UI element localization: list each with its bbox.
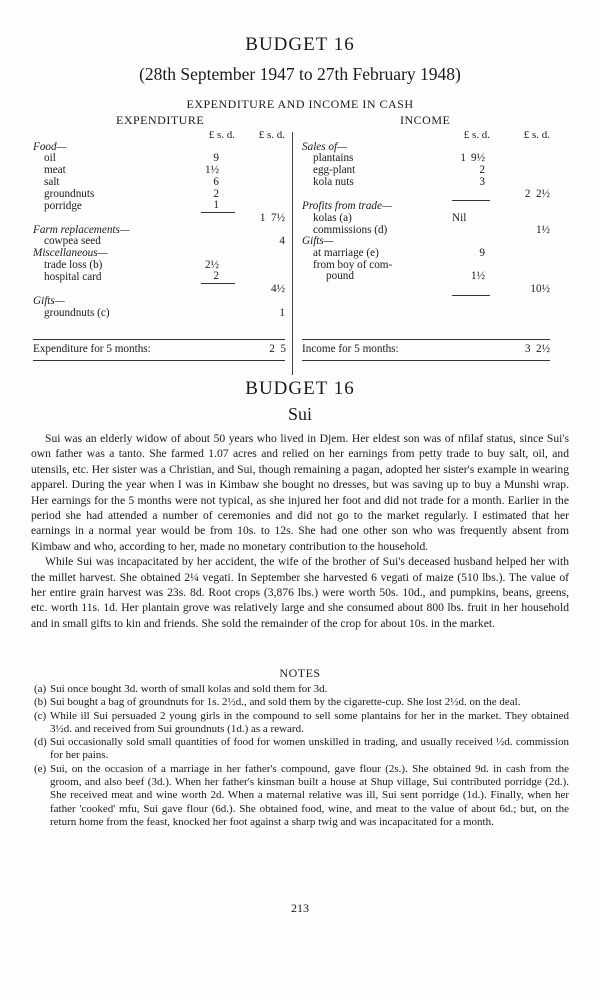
table-row bbox=[302, 225, 550, 237]
currency-s: s. bbox=[471, 129, 479, 141]
currency-header-row bbox=[33, 130, 285, 142]
currency-s: s. bbox=[266, 129, 274, 141]
income-label: INCOME bbox=[400, 113, 451, 127]
farm-label: Farm replacements— bbox=[33, 223, 130, 236]
food-label: Food— bbox=[33, 140, 67, 153]
currency-d: d. bbox=[481, 129, 490, 141]
row-label: at marriage (e) bbox=[313, 247, 379, 259]
table-row bbox=[33, 308, 285, 320]
gifts-label: Gifts— bbox=[302, 235, 334, 248]
row-label: kola nuts bbox=[313, 175, 354, 188]
subtotal-row bbox=[33, 212, 285, 224]
profits-label: Profits from trade— bbox=[302, 200, 392, 213]
note-label: (c) bbox=[34, 709, 47, 722]
list-item bbox=[34, 683, 569, 696]
note-label: (a) bbox=[34, 683, 47, 695]
table-row bbox=[33, 260, 285, 272]
row-label: oil bbox=[44, 152, 56, 165]
note-text: Sui once bought 3d. worth of small kolas and sold them for 3d. bbox=[50, 683, 328, 695]
section-name: Sui bbox=[287, 404, 312, 424]
food-total: 1 7½ bbox=[259, 211, 285, 224]
list-item bbox=[34, 696, 569, 709]
row-label: egg-plant bbox=[313, 164, 356, 177]
budget-dates: (28th September 1947 to 27th February 1948) bbox=[139, 64, 461, 84]
misc-label: Miscellaneous— bbox=[33, 247, 108, 260]
row-value: 4 bbox=[279, 235, 285, 248]
income-total-label: Income for 5 months: bbox=[302, 343, 399, 355]
currency-s: s. bbox=[531, 129, 539, 141]
note-text: Sui occasionally sold small quantities of food for women unskilled in trading, and usually received ½d. commission for her pains. bbox=[50, 736, 569, 762]
note-text: Sui bought a bag of groundnuts for 1s. 2½d., and sold them by the cigarette-cup. She lost 2½d. on the deal. bbox=[50, 696, 521, 709]
row-value: Nil bbox=[452, 211, 467, 224]
currency-pound: £ bbox=[208, 129, 215, 141]
note-label: (b) bbox=[34, 696, 47, 709]
row-label: pound bbox=[326, 270, 354, 283]
row-d: 3 bbox=[479, 175, 485, 188]
expenditure-total-value: 2 5 bbox=[269, 343, 286, 355]
bottom-rule bbox=[33, 360, 285, 361]
note-text: While ill Sui persuaded 2 young girls in the compound to sell some plantains for her in the market. They obtained 3½d. and received from Sui groundnuts (1d.) as a reward. bbox=[50, 709, 569, 735]
notes-list bbox=[34, 683, 569, 829]
table-heading: EXPENDITURE AND INCOME IN CASH bbox=[186, 97, 414, 111]
row-value: 1½ bbox=[536, 223, 550, 236]
gifts-label: Gifts— bbox=[33, 294, 65, 307]
row-d: 9½ bbox=[471, 152, 485, 165]
table-row bbox=[33, 189, 285, 201]
sales-label: Sales of— bbox=[302, 140, 348, 153]
body-text bbox=[31, 431, 569, 631]
list-item bbox=[34, 710, 569, 737]
notes-heading: NOTES bbox=[279, 666, 321, 680]
row-value: 1½ bbox=[205, 164, 219, 177]
row-value: 1 bbox=[279, 306, 285, 319]
paragraph: While Sui was incapacitated by her accident, the wife of the brother of Sui's deceased husband helped her with the millet harvest. She obtained 2¼ vegati. In September she harvested 6 vegati of maize (510 lbs.). The value of her entire grain harvest was 23s. 8d. Root crops (3,876 lbs.) were worth 50s. 10d., and pumpkins, beans, greens, etc. worth 11s. 1d. Her plantain grove was relatively large and she consumed about 800 lbs. fruit in her household and in small gifts to kin and friends. She sold the remainder of the crop for about 10s. in the market. bbox=[31, 555, 569, 630]
misc-total: 4½ bbox=[271, 283, 285, 296]
table-row bbox=[33, 153, 285, 165]
total-rule bbox=[33, 339, 285, 340]
row-value: 9 bbox=[479, 247, 485, 259]
row-s bbox=[452, 165, 466, 177]
subtotal-row bbox=[302, 283, 550, 295]
gifts-total: 10½ bbox=[530, 282, 550, 295]
subtotal-row bbox=[33, 284, 285, 296]
list-item bbox=[34, 736, 569, 763]
expenditure-table bbox=[33, 130, 285, 319]
row-label: plantains bbox=[313, 152, 354, 165]
currency-d: d. bbox=[541, 129, 550, 141]
row-label: groundnuts bbox=[44, 187, 95, 200]
currency-header-row bbox=[302, 130, 550, 142]
row-label: cowpea seed bbox=[44, 235, 101, 248]
row-value: 2½ bbox=[205, 258, 219, 271]
table-row bbox=[302, 213, 550, 225]
list-item bbox=[34, 763, 569, 829]
table-row bbox=[302, 177, 550, 189]
row-label: groundnuts (c) bbox=[44, 306, 110, 319]
currency-pound: £ bbox=[523, 129, 530, 141]
row-value: 2 bbox=[201, 271, 235, 283]
row-value: 9 bbox=[213, 152, 219, 165]
currency-s: s. bbox=[216, 129, 224, 141]
row-label: hospital card bbox=[44, 270, 102, 283]
currency-pound: £ bbox=[463, 129, 470, 141]
table-row bbox=[33, 165, 285, 177]
row-label: meat bbox=[44, 164, 66, 177]
table-row bbox=[33, 200, 285, 212]
note-label: (e) bbox=[34, 762, 47, 775]
income-total-value: 3 2½ bbox=[524, 343, 550, 355]
note-label: (d) bbox=[34, 736, 47, 749]
row-label: from boy of com- bbox=[313, 258, 393, 271]
row-d: 2 bbox=[479, 164, 485, 177]
currency-d: d. bbox=[226, 129, 235, 141]
row-value: 1½ bbox=[471, 270, 485, 283]
currency-d: d. bbox=[276, 129, 285, 141]
table-row bbox=[33, 271, 285, 283]
row-s: 1 bbox=[460, 152, 466, 165]
paragraph: Sui was an elderly widow of about 50 years who lived in Djem. Her eldest son was of nfilaf status, since Sui's own father was a tanto. She farmed 1.07 acres and relied on her earnings from petty trade to buy salt, oil, and utensils, etc. Her sister was a Christian, and Sui, though remaining a pagan, adopted her sister's example in wearing apparel. During the year when I was in Kimbaw she bought no dresses, but was saving up to buy a Munshi wrap. Her earnings for the 5 months were not typical, as she injured her foot and did not trade for a month. Earlier in the period she had attended a number of ceremonies and did not go to the market regularly. I estimated that her earnings in a normal year would be from 10s. to 12s. She had one other son who was frequently absent from Kimbaw and who, according to her, made no monetary contribution to the household. bbox=[31, 432, 569, 553]
table-row bbox=[302, 248, 550, 260]
row-label: salt bbox=[44, 175, 60, 188]
row-label: commissions (d) bbox=[313, 223, 388, 236]
sales-total: 2 2½ bbox=[524, 188, 550, 200]
row-value: 1 bbox=[201, 200, 235, 212]
bottom-rule bbox=[302, 360, 550, 361]
row-label: trade loss (b) bbox=[44, 258, 103, 271]
row-s bbox=[452, 177, 466, 189]
table-row bbox=[33, 177, 285, 189]
total-rule bbox=[302, 339, 550, 340]
subtotal-row bbox=[302, 189, 550, 201]
note-text: Sui, on the occasion of a marriage in her father's compound, gave flour (2s.). She obtained 9d. in cash from the groom, and also beef (3d.). When her father's kinsman built a house at Shup village, Sui contributed porridge (2d.). She received meat and wine worth 2d. When a maternal relative was ill, Sui sent porridge (1d.). Finally, when her father 'cooked' mfu, Sui gave flour (6d.). She obtained food, wine, and meat to the value of about 6d.; but, on the return home from the feast, knocked her foot against a sharp twig and was incapacitated for a month. bbox=[50, 762, 569, 828]
section-title: BUDGET 16 bbox=[245, 378, 355, 399]
row-value: 6 bbox=[213, 175, 219, 188]
column-divider bbox=[292, 132, 293, 375]
row-value: 2 bbox=[213, 187, 219, 200]
expenditure-total-label: Expenditure for 5 months: bbox=[33, 343, 151, 355]
row-label: kolas (a) bbox=[313, 211, 352, 224]
page-number: 213 bbox=[291, 901, 309, 915]
budget-title: BUDGET 16 bbox=[245, 34, 355, 55]
table-row bbox=[302, 271, 550, 283]
income-table bbox=[302, 130, 550, 296]
row-label: porridge bbox=[44, 199, 82, 212]
currency-pound: £ bbox=[258, 129, 265, 141]
expenditure-label: EXPENDITURE bbox=[116, 113, 205, 127]
